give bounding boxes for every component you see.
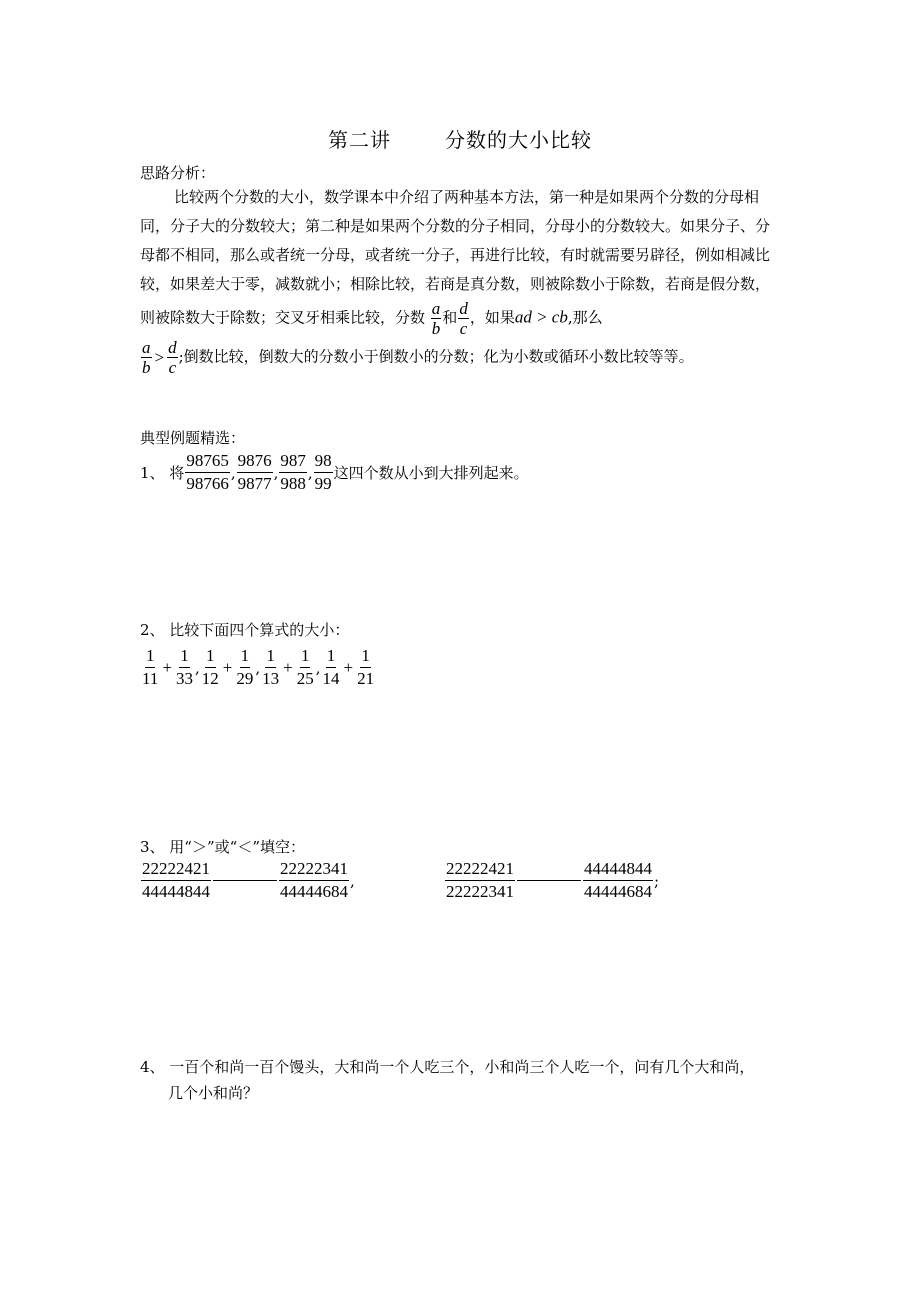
plus-sign: + <box>283 657 293 677</box>
q3-pair-2 <box>444 858 659 903</box>
q2-fraction: $\frac{1}{21}$ <box>357 646 375 688</box>
separator: , <box>230 463 236 482</box>
analysis-heading: 思路分析： <box>140 164 216 182</box>
compare-right-fraction: $\frac{d}{c}$ <box>168 338 177 377</box>
q2-fraction: $\frac{1}{25}$ <box>296 646 314 688</box>
lecture-number: 第二讲 <box>328 128 391 152</box>
q2-fraction: $\frac{1}{11}$ <box>142 646 159 688</box>
answer-blank[interactable] <box>213 880 277 881</box>
compare-left-fraction: $\frac{a}{b}$ <box>142 338 151 377</box>
q1-fraction: $\frac{98}{99}$ <box>314 451 332 493</box>
page-title <box>0 124 920 153</box>
question-2-sums <box>140 645 376 690</box>
q2-fraction: $\frac{1}{29}$ <box>236 646 254 688</box>
separator: , <box>194 658 200 677</box>
analysis-paragraph <box>140 183 782 377</box>
q4-line-2: 几个小和尚？ <box>168 1084 259 1102</box>
analysis-text-3: ,那么 <box>567 308 603 327</box>
separator: , <box>307 463 313 482</box>
q1-fraction: $\frac{987}{988}$ <box>280 451 306 493</box>
q2-fraction: $\frac{1}{12}$ <box>201 646 219 688</box>
q3-text: 3、 用“＞”或“＜”填空： <box>140 838 305 856</box>
greater-than-sign: > <box>154 348 165 367</box>
plus-sign: + <box>343 657 354 677</box>
plus-sign: + <box>162 657 172 677</box>
q3-fraction: $\frac{22222421}{22222341}$ <box>446 859 514 901</box>
q4-line-1: 4、 一百个和尚一百个馒头，大和尚一个人吃三个，小和尚三个人吃一个，问有几个大和尚， <box>140 1058 755 1076</box>
examples-heading: 典型例题精选： <box>140 429 246 447</box>
question-1 <box>140 450 529 495</box>
separator: , <box>315 658 321 677</box>
q2-text: 2、 比较下面四个算式的大小： <box>140 621 350 639</box>
fraction-a-over-b: $\frac{a}{b}$ <box>431 299 441 338</box>
q3-pair-1 <box>140 858 355 903</box>
q3-fraction: $\frac{22222421}{44444844}$ <box>142 859 210 901</box>
q1-suffix: 这四个数从小到大排列起来。 <box>333 464 529 482</box>
q1-prefix: 1、 将 <box>140 464 185 482</box>
q2-fraction: $\frac{1}{33}$ <box>175 646 193 688</box>
q1-fraction: $\frac{9876}{9877}$ <box>237 451 272 493</box>
and-word: 和 <box>442 308 458 327</box>
inequality-ad-cb: ad > cb <box>514 307 568 327</box>
separator: , <box>255 658 261 677</box>
fraction-d-over-c: $\frac{d}{c}$ <box>459 299 468 338</box>
q2-fraction: $\frac{1}{13}$ <box>262 646 280 688</box>
lecture-topic: 分数的大小比较 <box>445 128 592 152</box>
q3-fraction: $\frac{44444844}{44444684}$ <box>584 859 652 901</box>
analysis-text-2: ，如果 <box>469 308 515 327</box>
punctuation: ; <box>654 871 660 890</box>
q1-fraction: $\frac{98765}{98766}$ <box>186 451 229 493</box>
punctuation: , <box>350 871 355 890</box>
plus-sign: + <box>222 657 233 677</box>
q3-fraction: $\frac{22222341}{44444684}$ <box>280 859 348 901</box>
q2-fraction: $\frac{1}{14}$ <box>322 646 340 688</box>
separator: , <box>273 463 279 482</box>
analysis-text-1: 比较两个分数的大小，数学课本中介绍了两种基本方法，第一种是如果两个分数的分母相同，分子大的分数较大；第二种是如果两个分数的分子相同，分母小的分数较大。如果分子、分母都不相同，那么或者统一分母，或者统一分子，再进行比较，有时就需要另辟径，例如相减比较，如果差大于零，减数就小；相除比较，若商是真分数，则被除数小于除数，若商是假分数，则被除数大于除数；交叉牙相乘比较，分数 <box>140 188 771 327</box>
answer-blank[interactable] <box>517 880 581 881</box>
analysis-text-4: ;倒数比较，倒数大的分数小于倒数小的分数；化为小数或循环小数比较等等。 <box>178 347 694 366</box>
